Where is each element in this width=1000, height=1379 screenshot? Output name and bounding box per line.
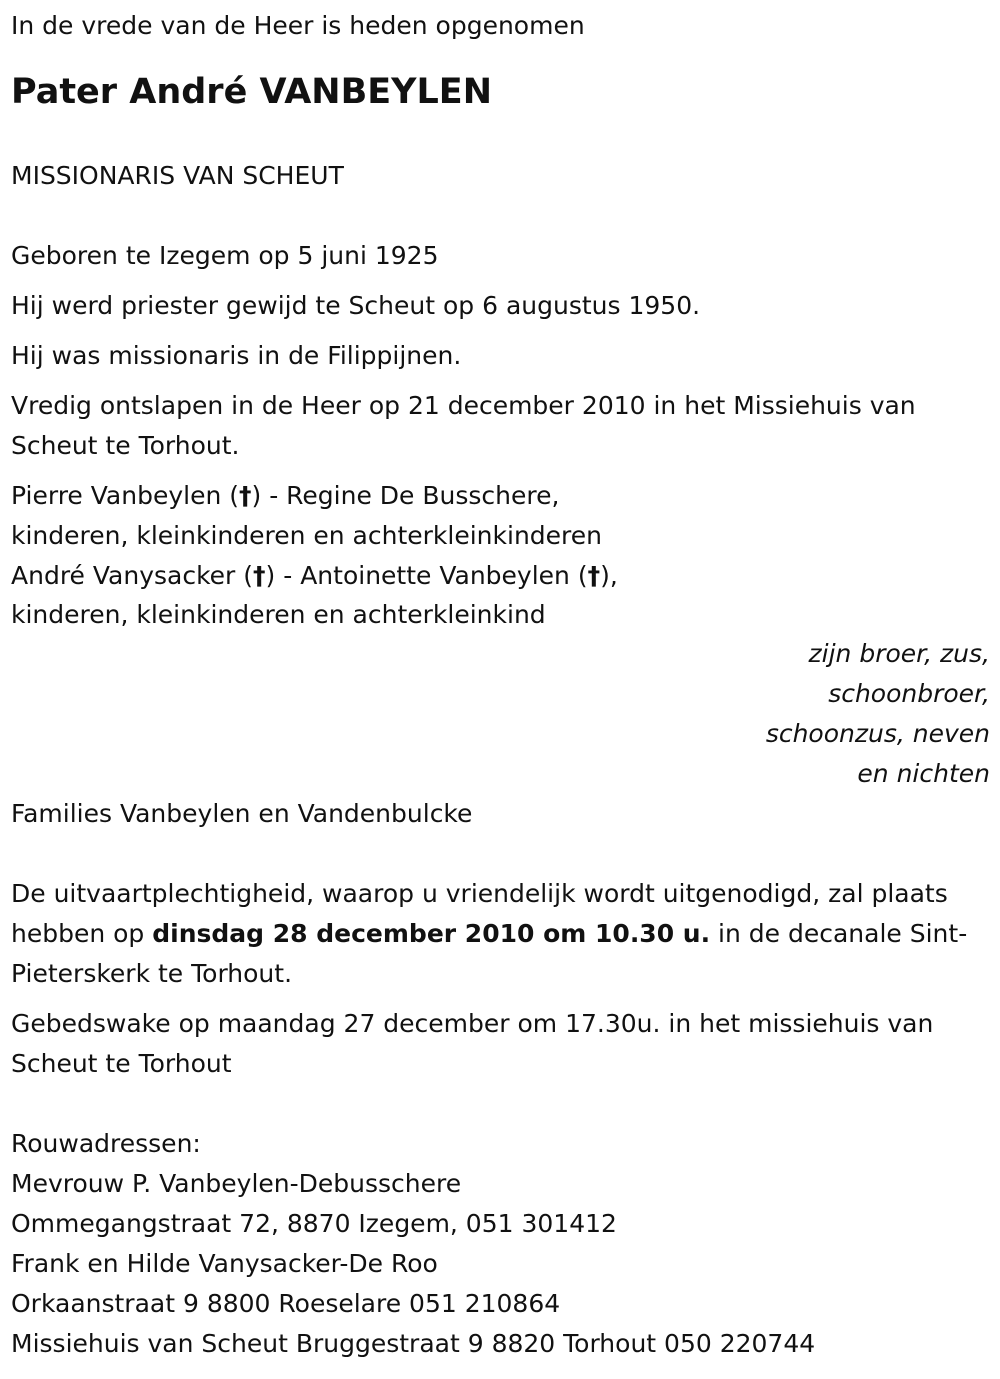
bio-birth: Geboren te Izegem op 5 juni 1925 <box>11 241 439 270</box>
funeral-text: De uitvaartplechtigheid, waarop u vriendelijk wordt uitgenodigd, zal plaats hebben op dinsdag 28 december 2010 om 10.30 u. in de decanale Sint-Pieterskerk te Torhout. <box>11 879 968 988</box>
address-block <box>11 1124 990 1364</box>
address-line: Missiehuis van Scheut Bruggestraat 9 8820 Torhout 050 220744 <box>11 1329 816 1358</box>
cross-icon: † <box>239 481 252 510</box>
relation-line: schoonzus, neven <box>765 719 990 748</box>
address-line: Ommegangstraat 72, 8870 Izegem, 051 301412 <box>11 1209 617 1238</box>
relation-text <box>11 634 990 794</box>
families-line: Families Vanbeylen en Vandenbulcke <box>11 799 473 828</box>
bio-mission: Hij was missionaris in de Filippijnen. <box>11 341 462 370</box>
address-line: Orkaanstraat 9 8800 Roeselare 051 210864 <box>11 1289 561 1318</box>
family-line-1: Pierre Vanbeylen (†) - Regine De Busschere, <box>11 481 560 510</box>
address-line: Frank en Hilde Vanysacker-De Roo <box>11 1249 438 1278</box>
relation-line: en nichten <box>857 759 990 788</box>
relation-line: zijn broer, zus, <box>808 639 990 668</box>
deceased-name: Pater André VANBEYLEN <box>11 72 493 112</box>
family-line-4: kinderen, kleinkinderen en achterkleinkind <box>11 600 546 629</box>
deceased-title: MISSIONARIS VAN SCHEUT <box>11 161 344 190</box>
family-line-2: kinderen, kleinkinderen en achterkleinkinderen <box>11 521 602 550</box>
family-list <box>11 476 990 634</box>
funeral-date: dinsdag 28 december 2010 om 10.30 u. <box>152 919 711 948</box>
vigil-text: Gebedswake op maandag 27 december om 17.30u. in het missiehuis van Scheut te Torhout <box>11 1009 934 1078</box>
address-line: Mevrouw P. Vanbeylen-Debusschere <box>11 1169 462 1198</box>
bio-ordination: Hij werd priester gewijd te Scheut op 6 augustus 1950. <box>11 291 701 320</box>
cross-icon: † <box>253 561 266 590</box>
intro-text: In de vrede van de Heer is heden opgenomen <box>11 11 585 40</box>
cross-icon: † <box>587 561 601 590</box>
family-line-3: André Vanysacker (†) - Antoinette Vanbeylen (†), <box>11 561 618 590</box>
relation-line: schoonbroer, <box>828 679 990 708</box>
address-heading: Rouwadressen: <box>11 1129 201 1158</box>
bio-death: Vredig ontslapen in de Heer op 21 december 2010 in het Missiehuis van Scheut te Torhout. <box>11 391 916 460</box>
